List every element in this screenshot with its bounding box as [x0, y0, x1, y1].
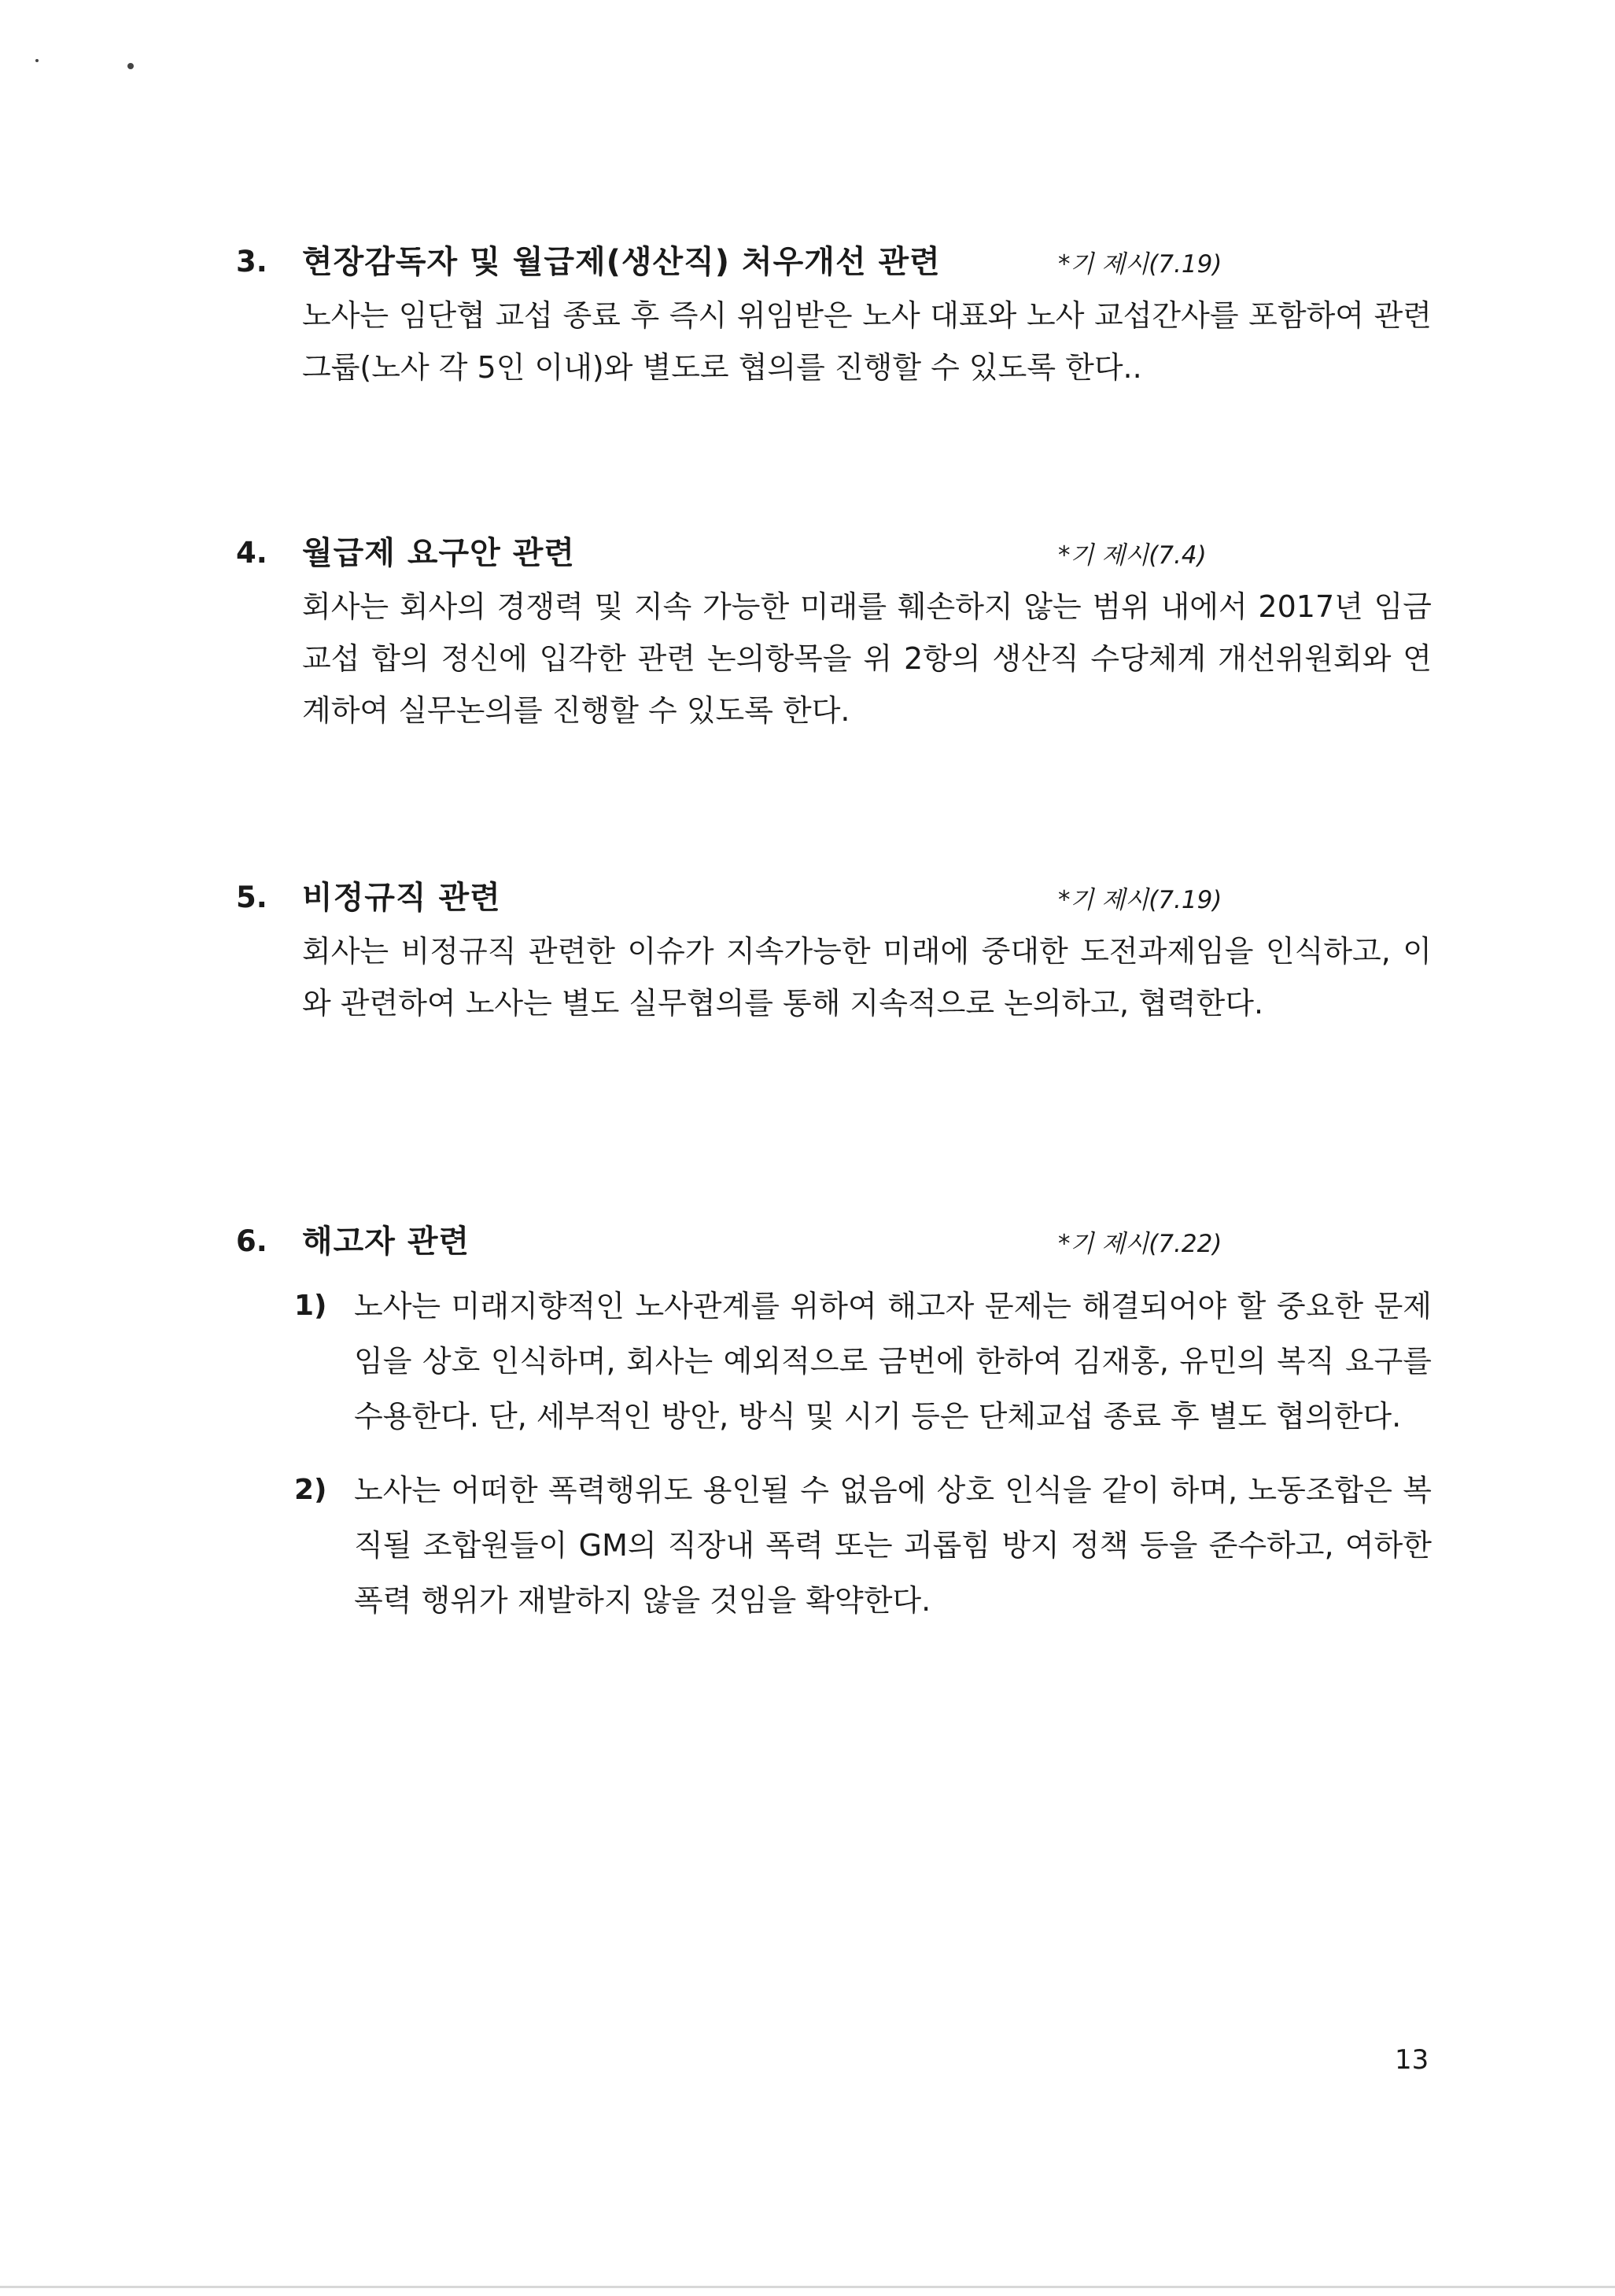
- section-proposal-note: *기 제시(7.4): [1058, 541, 1207, 570]
- sub-item-number: 1): [294, 1290, 327, 1322]
- section-3: [236, 234, 1432, 393]
- section-6: [236, 1214, 1432, 1647]
- section-heading: [236, 870, 1432, 925]
- section-title: 월급제 요구안 관련: [302, 535, 575, 571]
- sub-item-text: 노사는 미래지향적인 노사관계를 위하여 해고자 문제는 해결되어야 할 중요한 문제임을 상호 인식하며, 회사는 예외적으로 금번에 한하여 김재홍, 유민의 복직 요구를 수용한다. 단, 세부적인 방안, 방식 및 시기 등은 단체교섭 종료 후 별도 협의한다.: [354, 1289, 1432, 1434]
- section-number: 5.: [236, 880, 267, 914]
- scan-edge-line: [0, 2286, 1615, 2288]
- section-title: 현장감독자 및 월급제(생산직) 처우개선 관련: [302, 244, 941, 280]
- page-number: 13: [1395, 2044, 1429, 2076]
- sub-item-text: 노사는 어떠한 폭력행위도 용인될 수 없음에 상호 인식을 같이 하며, 노동조합은 복직될 조합원들이 GM의 직장내 폭력 또는 괴롭힘 방지 정책 등을 준수하고, 여하한 폭력 행위가 재발하지 않을 것임을 확약한다.: [354, 1473, 1432, 1618]
- section-number: 6.: [236, 1224, 267, 1258]
- sub-item-list: [236, 1279, 1432, 1628]
- section-heading: [236, 1214, 1432, 1269]
- section-proposal-note: *기 제시(7.22): [1058, 1230, 1222, 1258]
- section-body: 회사는 회사의 경쟁력 및 지속 가능한 미래를 훼손하지 않는 범위 내에서 2017년 임금교섭 합의 정신에 입각한 관련 논의항목을 위 2항의 생산직 수당체계 개선위원회와 연계하여 실무논의를 진행할 수 있도록 한다.: [302, 589, 1432, 728]
- section-number: 3.: [236, 245, 267, 279]
- section-heading: [236, 526, 1432, 581]
- section-proposal-note: *기 제시(7.19): [1058, 250, 1222, 279]
- sub-item-number: 2): [294, 1474, 327, 1506]
- section-title: 해고자 관련: [302, 1224, 470, 1260]
- list-item: [236, 1463, 1432, 1628]
- scan-speck: [127, 63, 134, 69]
- section-title: 비정규직 관련: [302, 880, 501, 916]
- section-proposal-note: *기 제시(7.19): [1058, 886, 1222, 914]
- section-body: 노사는 임단협 교섭 종료 후 즉시 위임받은 노사 대표와 노사 교섭간사를 포함하여 관련 그룹(노사 각 5인 이내)와 별도로 협의를 진행할 수 있도록 한다..: [302, 298, 1432, 385]
- section-number: 4.: [236, 536, 267, 570]
- section-heading: [236, 234, 1432, 290]
- list-item: [236, 1279, 1432, 1444]
- section-4: [236, 526, 1432, 736]
- section-body: 회사는 비정규직 관련한 이슈가 지속가능한 미래에 중대한 도전과제임을 인식하고, 이와 관련하여 노사는 별도 실무협의를 통해 지속적으로 논의하고, 협력한다.: [302, 934, 1432, 1021]
- scan-speck: [35, 59, 39, 62]
- section-5: [236, 870, 1432, 1029]
